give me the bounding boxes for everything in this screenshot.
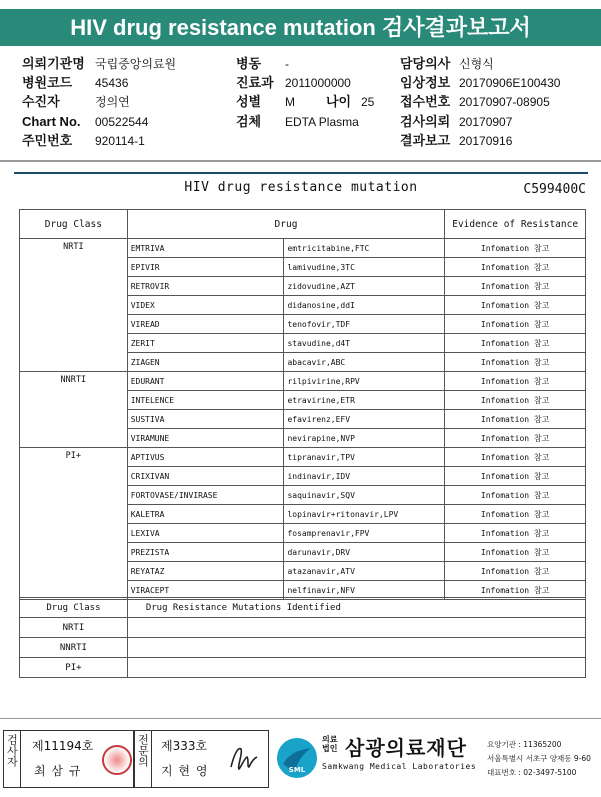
evidence-cell: Infomation 참고 xyxy=(445,448,586,467)
specialist-label xyxy=(135,731,152,787)
evidence-cell: Infomation 참고 xyxy=(445,524,586,543)
ward-value: - xyxy=(285,57,289,71)
report-label: 결과보고 xyxy=(400,133,451,148)
evidence-cell: Infomation 참고 xyxy=(445,353,586,372)
mutation-class-cell: PI+ xyxy=(20,658,128,678)
drug-generic-cell: atazanavir,ATV xyxy=(284,562,445,581)
evidence-cell: Infomation 참고 xyxy=(445,334,586,353)
dept-label: 진료과 xyxy=(236,75,274,90)
evidence-cell: Infomation 참고 xyxy=(445,315,586,334)
evidence-cell: Infomation 참고 xyxy=(445,429,586,448)
drug-brand-cell: EPIVIR xyxy=(127,258,284,277)
hospital-code-label: 병원코드 xyxy=(22,75,73,90)
chart-label: Chart No. xyxy=(22,114,81,129)
tester-label xyxy=(4,731,21,787)
evidence-cell: Infomation 참고 xyxy=(445,562,586,581)
patient-label: 수진자 xyxy=(22,94,60,109)
dept-value: 2011000000 xyxy=(285,76,351,90)
mutation-row xyxy=(20,618,586,638)
drug-generic-cell: abacavir,ABC xyxy=(284,353,445,372)
mutation-class-cell: NRTI xyxy=(20,618,128,638)
tester-seal xyxy=(102,745,132,775)
organization-block xyxy=(275,732,601,786)
org-phone: 대표번호 : 02-3497-5100 xyxy=(487,768,577,777)
evidence-cell: Infomation 참고 xyxy=(445,391,586,410)
resident-value: 920114-1 xyxy=(95,134,145,148)
drug-class-cell: NNRTI xyxy=(20,372,128,448)
drug-row xyxy=(20,239,586,258)
top-divider xyxy=(0,160,601,162)
doctor-label: 담당의사 xyxy=(400,56,451,71)
age-label: 나이 xyxy=(326,94,352,109)
reception-label: 접수번호 xyxy=(400,94,451,109)
mutation-row xyxy=(20,658,586,678)
report-body xyxy=(14,172,588,706)
org-contact xyxy=(487,738,591,780)
report-rule xyxy=(14,172,588,174)
org-code: 요양기관 : 11365200 xyxy=(487,740,562,749)
drug-generic-cell: lopinavir+ritonavir,LPV xyxy=(284,505,445,524)
evidence-cell: Infomation 참고 xyxy=(445,258,586,277)
evidence-cell: Infomation 참고 xyxy=(445,372,586,391)
specimen-value: EDTA Plasma xyxy=(285,115,359,129)
drug-brand-cell: INTELENCE xyxy=(127,391,284,410)
report-value: 20170916 xyxy=(459,134,513,148)
mutation-header-identified: Drug Resistance Mutations Identified xyxy=(127,598,585,618)
tester-box xyxy=(3,730,134,788)
mutation-row xyxy=(20,638,586,658)
evidence-cell: Infomation 참고 xyxy=(445,296,586,315)
report-heading: HIV drug resistance mutation xyxy=(184,180,418,195)
drug-brand-cell: VIREAD xyxy=(127,315,284,334)
drug-brand-cell: REYATAZ xyxy=(127,562,284,581)
bottom-divider xyxy=(0,718,601,719)
drug-generic-cell: didanosine,ddI xyxy=(284,296,445,315)
sex-label: 성별 xyxy=(236,94,262,109)
ward-label: 병동 xyxy=(236,56,262,71)
institution-label: 의뢰기관명 xyxy=(22,56,85,71)
drug-brand-cell: PREZISTA xyxy=(127,543,284,562)
specialist-box xyxy=(134,730,269,788)
sex-value: M xyxy=(285,95,295,109)
header-drug-class: Drug Class xyxy=(20,210,128,239)
report-code: C599400C xyxy=(523,182,586,197)
mutation-value-cell xyxy=(127,658,585,678)
mutation-value-cell xyxy=(127,638,585,658)
drug-generic-cell: stavudine,d4T xyxy=(284,334,445,353)
age-value: 25 xyxy=(361,95,375,109)
chart-value: 00522544 xyxy=(95,115,149,129)
drug-generic-cell: indinavir,IDV xyxy=(284,467,445,486)
drug-brand-cell: APTIVUS xyxy=(127,448,284,467)
evidence-cell: Infomation 참고 xyxy=(445,467,586,486)
drug-brand-cell: EDURANT xyxy=(127,372,284,391)
drug-generic-cell: fosamprenavir,FPV xyxy=(284,524,445,543)
institution-value: 국립중앙의료원 xyxy=(95,57,177,71)
drug-brand-cell: EMTRIVA xyxy=(127,239,284,258)
drug-generic-cell: nelfinavir,NFV xyxy=(284,581,445,600)
drug-brand-cell: ZIAGEN xyxy=(127,353,284,372)
drug-brand-cell: ZERIT xyxy=(127,334,284,353)
tester-name: 최 삼 규 xyxy=(34,764,82,778)
drug-row xyxy=(20,448,586,467)
patient-info xyxy=(0,55,601,155)
org-name: 삼광의료재단 xyxy=(345,736,467,760)
mutation-class-cell: NNRTI xyxy=(20,638,128,658)
reception-value: 20170907-08905 xyxy=(459,95,550,109)
drug-brand-cell: LEXIVA xyxy=(127,524,284,543)
header-evidence: Evidence of Resistance xyxy=(445,210,586,239)
drug-generic-cell: rilpivirine,RPV xyxy=(284,372,445,391)
drug-generic-cell: emtricitabine,FTC xyxy=(284,239,445,258)
request-label: 검사의뢰 xyxy=(400,114,451,129)
evidence-cell: Infomation 참고 xyxy=(445,277,586,296)
drug-generic-cell: lamivudine,3TC xyxy=(284,258,445,277)
evidence-cell: Infomation 참고 xyxy=(445,239,586,258)
drug-generic-cell: efavirenz,EFV xyxy=(284,410,445,429)
report-title-bar: HIV drug resistance mutation 검사결과보고서 xyxy=(0,9,601,46)
header-drug: Drug xyxy=(127,210,445,239)
tester-label-text: 검사자 xyxy=(5,734,19,767)
drug-class-cell: PI+ xyxy=(20,448,128,600)
drug-brand-cell: FORTOVASE/INVIRASE xyxy=(127,486,284,505)
org-prefix: 의료 법인 xyxy=(322,735,338,753)
drug-table xyxy=(19,209,586,600)
drug-brand-cell: RETROVIR xyxy=(127,277,284,296)
signature-footer xyxy=(3,730,601,787)
clinical-label: 임상정보 xyxy=(400,75,451,90)
drug-class-cell: NRTI xyxy=(20,239,128,372)
drug-generic-cell: nevirapine,NVP xyxy=(284,429,445,448)
drug-brand-cell: VIDEX xyxy=(127,296,284,315)
drug-generic-cell: tenofovir,TDF xyxy=(284,315,445,334)
drug-brand-cell: CRIXIVAN xyxy=(127,467,284,486)
resident-label: 주민번호 xyxy=(22,133,73,148)
signature-mark xyxy=(227,741,261,775)
hospital-code-value: 45436 xyxy=(95,76,129,90)
drug-generic-cell: zidovudine,AZT xyxy=(284,277,445,296)
drug-brand-cell: VIRAMUNE xyxy=(127,429,284,448)
evidence-cell: Infomation 참고 xyxy=(445,581,586,600)
drug-brand-cell: VIRACEPT xyxy=(127,581,284,600)
drug-brand-cell: KALETRA xyxy=(127,505,284,524)
drug-generic-cell: saquinavir,SQV xyxy=(284,486,445,505)
specialist-label-text: 전문의 xyxy=(136,734,150,767)
evidence-cell: Infomation 참고 xyxy=(445,410,586,429)
patient-value: 정의연 xyxy=(95,95,130,109)
evidence-cell: Infomation 참고 xyxy=(445,543,586,562)
sml-logo-text: SML xyxy=(288,766,306,774)
org-english: Samkwang Medical Laboratories xyxy=(322,762,477,771)
mutation-table xyxy=(19,597,586,678)
mutation-header-class: Drug Class xyxy=(20,598,128,618)
drug-generic-cell: etravirine,ETR xyxy=(284,391,445,410)
doctor-value: 신형식 xyxy=(459,57,494,71)
clinical-value: 20170906E100430 xyxy=(459,76,561,90)
mutation-value-cell xyxy=(127,618,585,638)
specimen-label: 검체 xyxy=(236,114,262,129)
drug-generic-cell: darunavir,DRV xyxy=(284,543,445,562)
drug-brand-cell: SUSTIVA xyxy=(127,410,284,429)
specialist-name: 지 현 영 xyxy=(161,764,209,778)
drug-row xyxy=(20,372,586,391)
specialist-license: 제333호 xyxy=(161,739,208,753)
request-value: 20170907 xyxy=(459,115,513,129)
tester-license: 제11194호 xyxy=(32,739,94,753)
org-address: 서울특별시 서초구 양재동 9-60 xyxy=(487,754,591,763)
sml-logo-icon xyxy=(275,736,319,780)
evidence-cell: Infomation 참고 xyxy=(445,505,586,524)
evidence-cell: Infomation 참고 xyxy=(445,486,586,505)
drug-generic-cell: tipranavir,TPV xyxy=(284,448,445,467)
